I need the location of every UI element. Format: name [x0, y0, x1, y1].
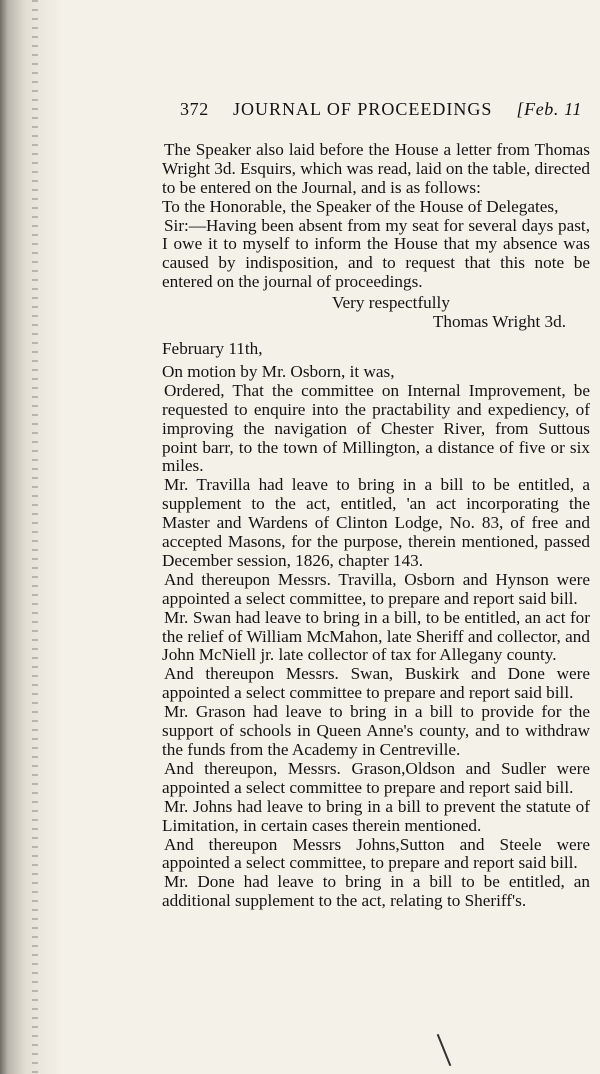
- paragraph: Mr. Grason had leave to bring in a bill to provide for the support of schools in Queen Anne's county, and to withdraw the funds from the Academy in Centreville.: [162, 702, 590, 759]
- page-gutter-shadow: [0, 0, 62, 1074]
- paragraph: Mr. Travilla had leave to bring in a bill to be entitled, a supplement to the act, entitled, 'an act incorporating the Master and Wardens of Clinton Lodge, No. 83, of free and accepted Masons, for the purpose, therein mentioned, passed December session, 1826, chapter 143.: [162, 475, 590, 570]
- paragraph: Mr. Swan had leave to bring in a bill, to be entitled, an act for the relief of William McMahon, late Sheriff and collector, and John McNiell jr. late collector of tax for Allegany county.: [162, 607, 590, 665]
- letter-closing: Very respectfully: [332, 293, 450, 313]
- letter-signature: Thomas Wright 3d.: [432, 312, 566, 332]
- paragraph: And thereupon, Messrs. Grason,Oldson and Sudler were appointed a select committee to prepare and report said bill.: [162, 758, 590, 797]
- paragraph: And thereupon Messrs Johns,Sutton and Steele were appointed a select committee, to prepare and report said bill.: [162, 834, 590, 873]
- page-number: 372: [180, 99, 209, 119]
- running-title: JOURNAL OF PROCEEDINGS: [232, 99, 493, 119]
- journal-page: [162, 100, 590, 911]
- header-date: [Feb. 11: [516, 99, 582, 119]
- page-header: [162, 100, 590, 119]
- letter-salutation-heading: To the Honorable, the Speaker of the House of Delegates,: [162, 196, 559, 216]
- paragraph: Mr. Johns had leave to bring in a bill to prevent the statute of Limitation, in certain cases therein mentioned.: [162, 796, 590, 835]
- paragraph: Ordered, That the committee on Internal Improvement, be requested to enquire into the practability and expediency, of improving the navigation of Chester River, from Suttous point barr, to the town of Millington, a distance of five or six miles.: [162, 380, 590, 476]
- paragraph: The Speaker also laid before the House a letter from Thomas Wright 3d. Esquirs, which was read, laid on the table, directed to be entered on the Journal, and is as follows:: [162, 139, 590, 197]
- paragraph: On motion by Mr. Osborn, it was,: [162, 361, 395, 381]
- entry-date: February 11th,: [162, 338, 263, 358]
- stray-ink-mark: [437, 1034, 452, 1066]
- paragraph: And thereupon Messrs. Travilla, Osborn and Hynson were appointed a select committee, to prepare and report said bill.: [162, 569, 590, 608]
- paragraph: Mr. Done had leave to bring in a bill to be entitled, an additional supplement to the act, relating to Sheriff's.: [162, 872, 590, 911]
- letter-body: Sir:—Having been absent from my seat for several days past, I owe it to myself to inform the House that my absence was caused by indisposition, and to request that this note be entered on the journal of proceedings.: [162, 215, 590, 292]
- paragraph: And thereupon Messrs. Swan, Buskirk and Done were appointed a select committee to prepare and report said bill.: [162, 664, 590, 703]
